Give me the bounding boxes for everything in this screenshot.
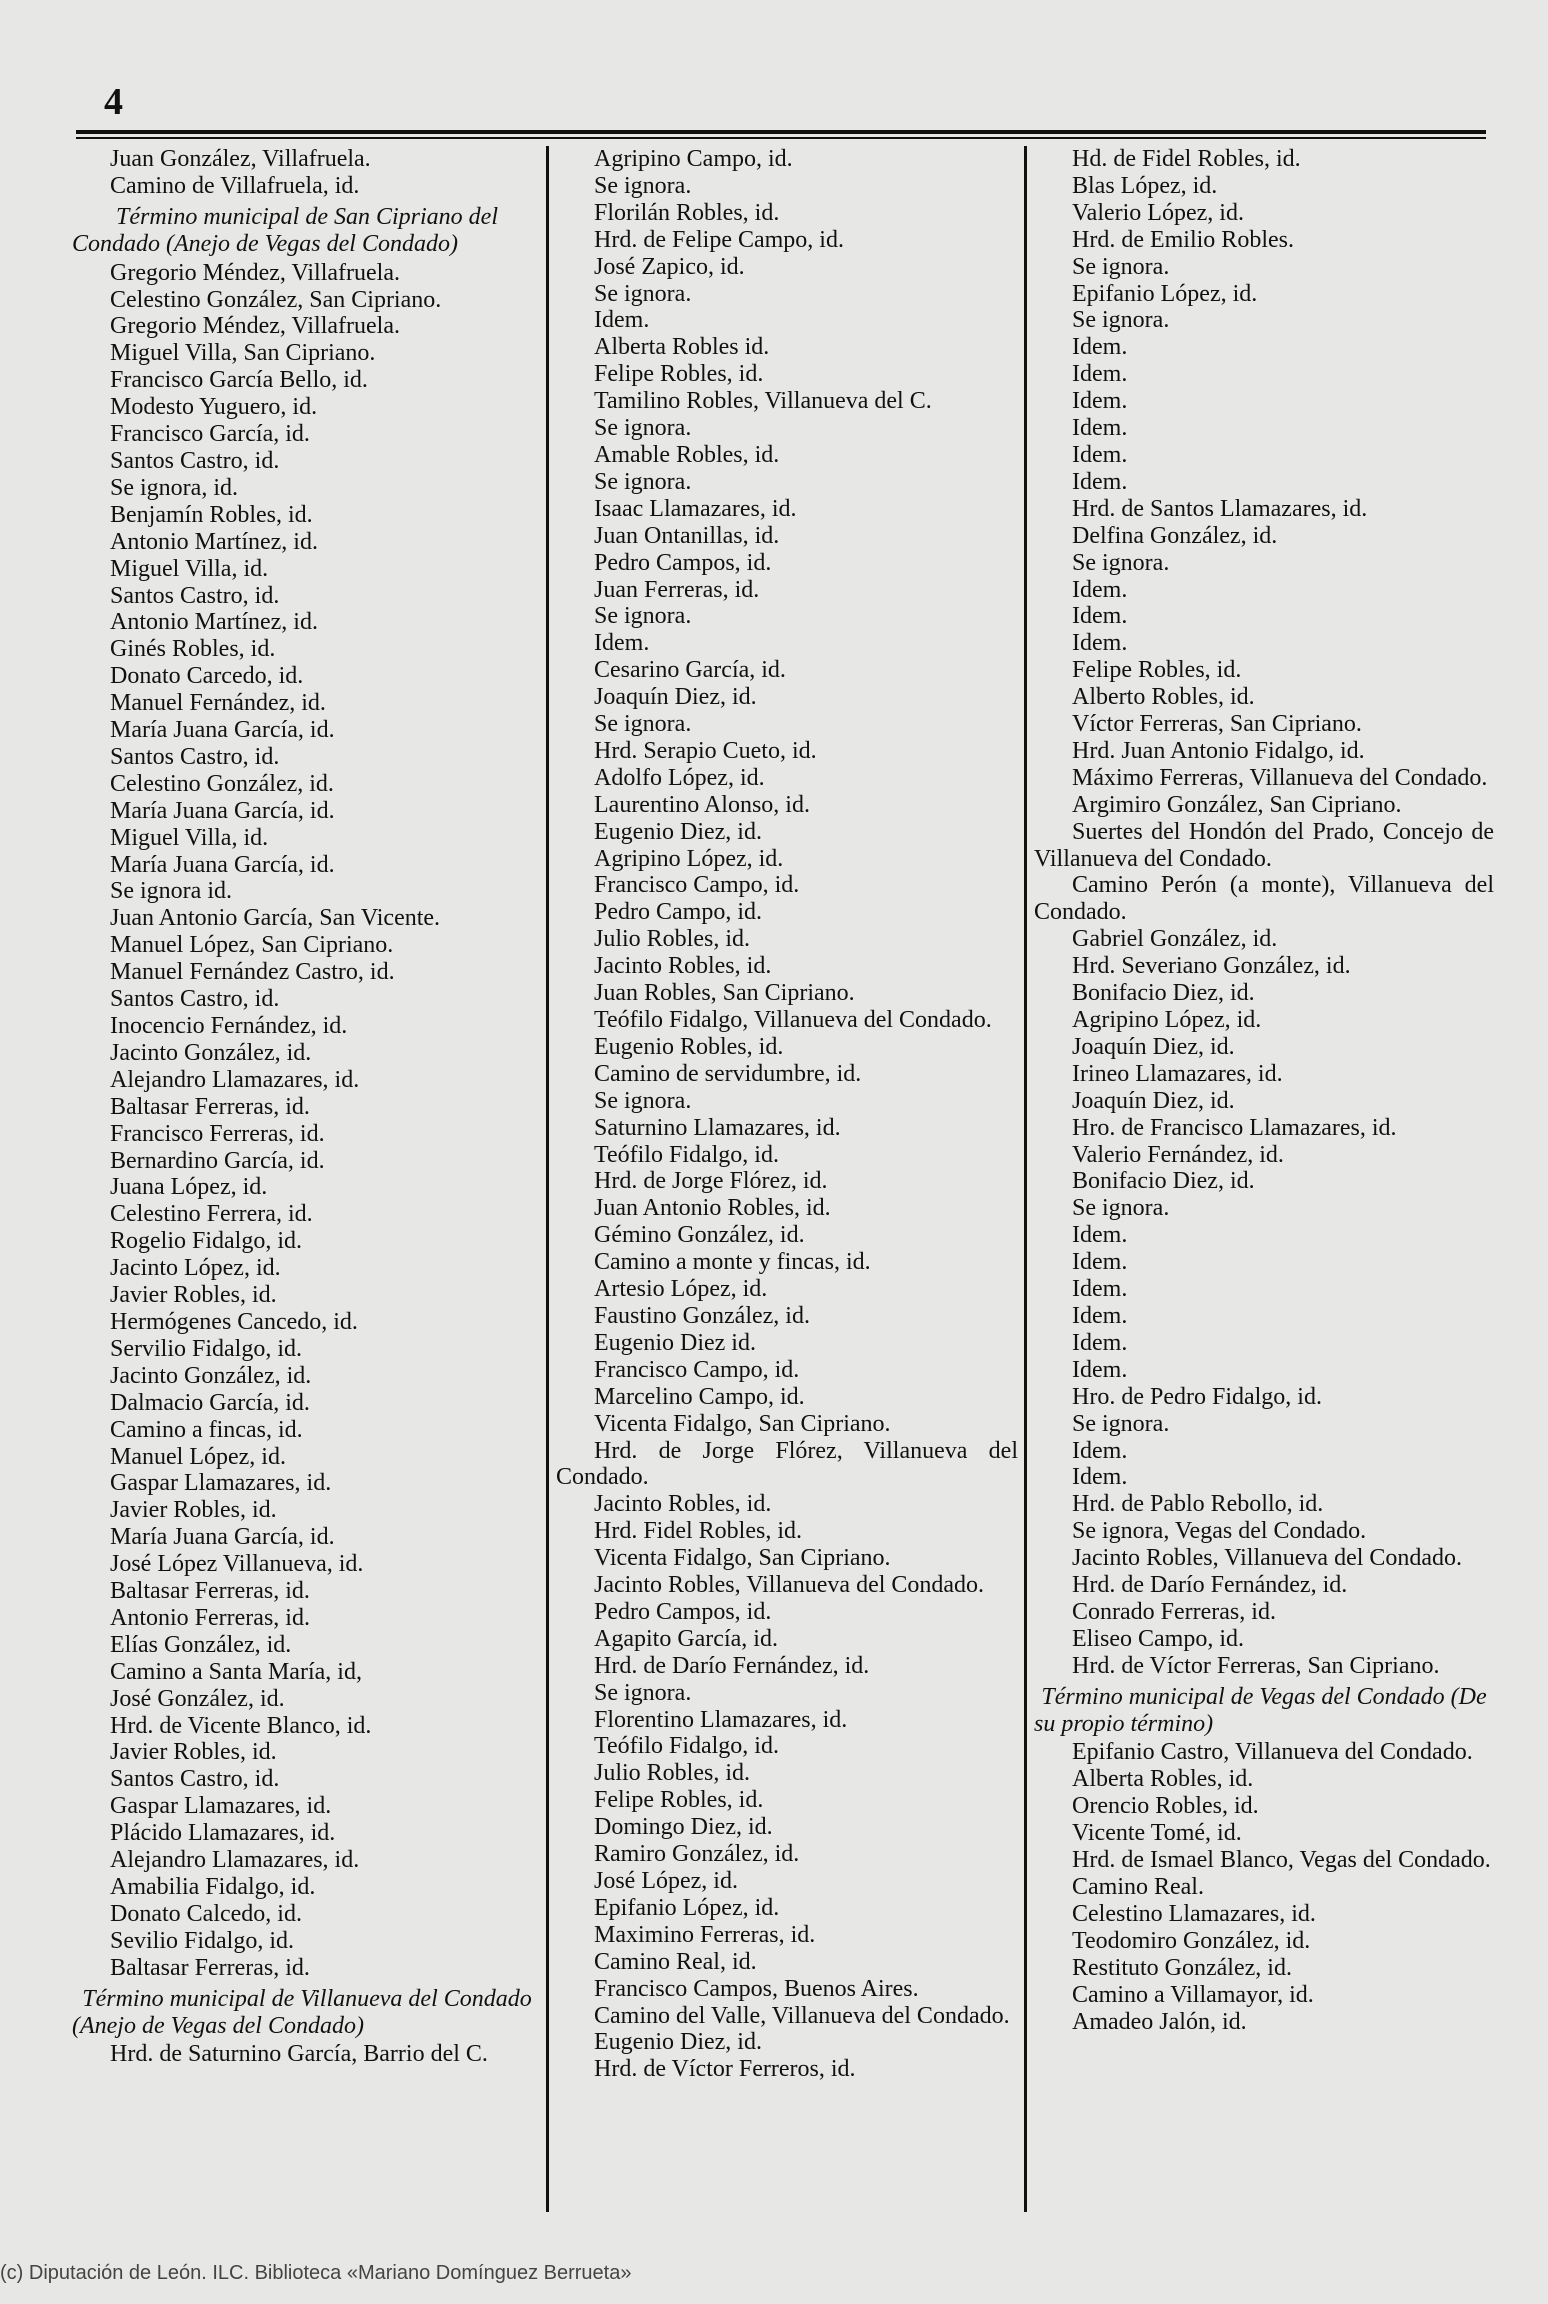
- list-entry: Cesarino García, id.: [594, 657, 786, 684]
- list-entry: Laurentino Alonso, id.: [594, 791, 810, 818]
- list-entry: Javier Robles, id.: [110, 1282, 277, 1309]
- list-entry: Hrd. de Ismael Blanco, Vegas del Condado.: [1072, 1847, 1491, 1874]
- list-entry: Dalmacio García, id.: [110, 1389, 310, 1416]
- list-entry: Sevilio Fidalgo, id.: [110, 1927, 295, 1954]
- list-entry: Valerio Fernández, id.: [1072, 1141, 1284, 1168]
- list-entry: Celestino González, San Cipriano.: [110, 286, 442, 313]
- list-entry: Hrd. de Felipe Campo, id.: [594, 226, 844, 253]
- list-entry: Se ignora, id.: [110, 474, 238, 501]
- list-entry: Modesto Yuguero, id.: [110, 394, 318, 421]
- list-entry: Se ignora.: [594, 1087, 692, 1114]
- list-entry: Amadeo Jalón, id.: [1072, 2008, 1247, 2035]
- list-entry: Amabilia Fidalgo, id.: [110, 1874, 316, 1900]
- header-rule-thick: [76, 130, 1486, 134]
- list-entry: Hrd. Severiano González, id.: [1072, 953, 1351, 980]
- list-entry: Se ignora.: [1072, 549, 1170, 576]
- list-entry: Idem.: [1072, 576, 1128, 603]
- list-entry: Bernardino García, id.: [110, 1147, 325, 1174]
- list-entry: Amable Robles, id.: [594, 441, 780, 468]
- list-entry: Felipe Robles, id.: [594, 1787, 764, 1814]
- list-entry: Santos Castro, id.: [110, 743, 280, 770]
- list-entry: Idem.: [1072, 630, 1128, 657]
- list-entry: Hrd. Juan Antonio Fidalgo, id.: [1072, 737, 1365, 764]
- column-divider-2: [1024, 146, 1027, 2212]
- list-entry: Jacinto Robles, id.: [594, 1491, 772, 1518]
- list-entry: Camino a fincas, id.: [110, 1416, 303, 1443]
- list-entry: Idem.: [1072, 1464, 1128, 1491]
- list-entry: Javier Robles, id.: [110, 1739, 277, 1766]
- list-entry: María Juana García, id.: [110, 717, 335, 744]
- column-2: [556, 146, 1018, 2083]
- list-entry: Se ignora, Vegas del Condado.: [1072, 1518, 1367, 1545]
- list-entry: Idem.: [1072, 603, 1128, 630]
- list-entry: Rogelio Fidalgo, id.: [110, 1228, 302, 1255]
- list-entry: Juan Ontanillas, id.: [594, 522, 780, 549]
- list-entry: Vicenta Fidalgo, San Cipriano.: [594, 1545, 891, 1572]
- list-entry: Camino Perón (a monte), Villanueva del Condado.: [1034, 872, 1494, 926]
- list-entry: Maximino Ferreras, id.: [594, 1921, 816, 1948]
- list-entry: Juana López, id.: [110, 1174, 268, 1201]
- list-entry: Teófilo Fidalgo, Villanueva del Condado.: [594, 1007, 992, 1033]
- list-entry: Orencio Robles, id.: [1072, 1793, 1259, 1820]
- list-entry: Agapito García, id.: [594, 1625, 778, 1652]
- list-entry: Idem.: [1072, 1222, 1128, 1249]
- list-entry: Servilio Fidalgo, id.: [110, 1335, 302, 1362]
- list-entry: Baltasar Ferreras, id.: [110, 1954, 310, 1981]
- list-entry: Hrd. de Jorge Flórez, Villanueva del Condado.: [556, 1437, 1018, 1491]
- list-entry: Florilán Robles, id.: [594, 199, 780, 226]
- list-entry: Jacinto González, id.: [110, 1039, 312, 1066]
- list-entry: Idem.: [1072, 441, 1128, 468]
- list-entry: Vicente Tomé, id.: [1072, 1820, 1242, 1847]
- list-entry: Santos Castro, id.: [110, 986, 280, 1013]
- list-entry: Se ignora.: [594, 468, 692, 495]
- list-entry: Ginés Robles, id.: [110, 636, 276, 663]
- list-entry: Idem.: [1072, 468, 1128, 495]
- list-entry: Epifanio López, id.: [1072, 280, 1258, 307]
- list-entry: Joaquín Diez, id.: [594, 684, 757, 711]
- list-entry: Se ignora.: [594, 603, 692, 630]
- list-entry: Florentino Llamazares, id.: [594, 1706, 848, 1733]
- list-entry: Hrd. de Jorge Flórez, id.: [594, 1168, 828, 1195]
- list-entry: Miguel Villa, San Cipriano.: [110, 340, 376, 367]
- list-entry: Inocencio Fernández, id.: [110, 1013, 348, 1039]
- list-entry: Eugenio Robles, id.: [594, 1033, 784, 1060]
- list-entry: Se ignora.: [1072, 1410, 1170, 1437]
- list-entry: Se ignora.: [594, 711, 692, 738]
- list-entry: Celestino González, id.: [110, 770, 334, 797]
- list-entry: Santos Castro, id.: [110, 1766, 280, 1793]
- list-entry: Hrd. de Víctor Ferreros, id.: [594, 2056, 856, 2083]
- list-entry: Valerio López, id.: [1072, 199, 1244, 226]
- list-entry: Irineo Llamazares, id.: [1072, 1060, 1283, 1087]
- list-entry: Idem.: [1072, 388, 1128, 415]
- column-divider-1: [546, 146, 549, 2212]
- list-entry: Víctor Ferreras, San Cipriano.: [1072, 711, 1362, 738]
- list-entry: Hd. de Fidel Robles, id.: [1072, 146, 1301, 172]
- list-entry: Joaquín Diez, id.: [1072, 1033, 1235, 1060]
- list-entry: Idem.: [1072, 334, 1128, 361]
- list-entry: Hrd. Fidel Robles, id.: [594, 1518, 802, 1545]
- list-entry: Artesio López, id.: [594, 1276, 768, 1303]
- list-entry: Idem.: [1072, 361, 1128, 388]
- list-entry: Celestino Ferrera, id.: [110, 1201, 313, 1228]
- list-entry: Plácido Llamazares, id.: [110, 1820, 336, 1847]
- list-entry: Marcelino Campo, id.: [594, 1383, 805, 1410]
- list-entry: Gaspar Llamazares, id.: [110, 1470, 332, 1497]
- list-entry: Francisco Campo, id.: [594, 1356, 800, 1383]
- list-entry: Hrd. de Víctor Ferreras, San Cipriano.: [1072, 1652, 1440, 1679]
- list-entry: Camino Real.: [1072, 1874, 1204, 1900]
- list-entry: Epifanio Castro, Villanueva del Condado.: [1072, 1739, 1473, 1766]
- list-entry: Jacinto González, id.: [110, 1362, 312, 1389]
- column-3: [1034, 146, 1494, 2035]
- section-heading: Término municipal de San Cipriano del Condado (Anejo de Vegas del Condado): [72, 203, 498, 257]
- list-entry: Manuel López, id.: [110, 1443, 286, 1470]
- list-entry: Delfina González, id.: [1072, 522, 1278, 549]
- list-entry: Camino de servidumbre, id.: [594, 1060, 862, 1087]
- list-entry: Eugenio Diez id.: [594, 1329, 756, 1356]
- list-entry: Santos Castro, id.: [110, 447, 280, 474]
- list-entry: Joaquín Diez, id.: [1072, 1087, 1235, 1114]
- list-entry: José López, id.: [594, 1868, 738, 1894]
- list-entry: Argimiro González, San Cipriano.: [1072, 791, 1402, 818]
- list-entry: Javier Robles, id.: [110, 1497, 277, 1524]
- list-entry: Bonifacio Diez, id.: [1072, 1168, 1255, 1195]
- list-entry: Alberto Robles, id.: [1072, 684, 1255, 711]
- list-entry: Jacinto López, id.: [110, 1255, 281, 1282]
- list-entry: Alejandro Llamazares, id.: [110, 1847, 360, 1874]
- list-entry: Faustino González, id.: [594, 1302, 810, 1329]
- list-entry: José Zapico, id.: [594, 253, 745, 280]
- list-entry: Antonio Ferreras, id.: [110, 1604, 310, 1631]
- list-entry: Teófilo Fidalgo, id.: [594, 1733, 779, 1760]
- list-entry: Isaac Llamazares, id.: [594, 495, 797, 522]
- list-entry: Pedro Campos, id.: [594, 549, 772, 576]
- list-entry: Idem.: [1072, 1356, 1128, 1383]
- list-entry: Se ignora.: [1072, 307, 1170, 334]
- list-entry: Camino de Villafruela, id.: [110, 172, 360, 199]
- list-entry: Hermógenes Cancedo, id.: [110, 1308, 358, 1335]
- list-entry: Alberta Robles id.: [594, 334, 770, 361]
- list-entry: Ramiro González, id.: [594, 1841, 800, 1868]
- list-entry: María Juana García, id.: [110, 1524, 335, 1551]
- list-entry: Idem.: [594, 307, 650, 334]
- list-entry: José González, id.: [110, 1685, 285, 1712]
- list-entry: Juan Robles, San Cipriano.: [594, 980, 855, 1007]
- list-entry: María Juana García, id.: [110, 851, 335, 878]
- column-1: [72, 146, 542, 2068]
- list-entry: Alberta Robles, id.: [1072, 1766, 1254, 1793]
- list-entry: Hrd. de Vicente Blanco, id.: [110, 1712, 372, 1739]
- list-entry: Se ignora.: [594, 280, 692, 307]
- list-entry: Miguel Villa, id.: [110, 555, 269, 582]
- list-entry: Se ignora.: [1072, 253, 1170, 280]
- list-entry: Camino Real, id.: [594, 1948, 757, 1975]
- list-entry: Eliseo Campo, id.: [1072, 1625, 1244, 1652]
- list-entry: Restituto González, id.: [1072, 1954, 1292, 1981]
- list-entry: Donato Carcedo, id.: [110, 663, 304, 690]
- list-entry: Benjamín Robles, id.: [110, 501, 313, 528]
- list-entry: Agripino López, id.: [1072, 1007, 1262, 1033]
- list-entry: Idem.: [594, 630, 650, 657]
- section-heading: Término municipal de Vegas del Condado (De su propio término): [1034, 1683, 1487, 1737]
- list-entry: Manuel López, San Cipriano.: [110, 932, 394, 959]
- footer-credit: (c) Diputación de León. ILC. Biblioteca «Mariano Domínguez Berrueta»: [0, 2262, 632, 2284]
- list-entry: Pedro Campos, id.: [594, 1598, 772, 1625]
- list-entry: Julio Robles, id.: [594, 1760, 751, 1787]
- list-entry: Francisco García Bello, id.: [110, 367, 368, 394]
- list-entry: Máximo Ferreras, Villanueva del Condado.: [1072, 764, 1488, 791]
- list-entry: Jacinto Robles, id.: [594, 953, 772, 980]
- list-entry: Baltasar Ferreras, id.: [110, 1578, 310, 1605]
- list-entry: Teófilo Fidalgo, id.: [594, 1141, 779, 1168]
- list-entry: Vicenta Fidalgo, San Cipriano.: [594, 1410, 891, 1437]
- list-entry: Se ignora.: [1072, 1195, 1170, 1222]
- list-entry: Hrd. de Darío Fernández, id.: [1072, 1572, 1348, 1599]
- section-heading: Término municipal de Villanueva del Condado (Anejo de Vegas del Condado): [72, 1985, 532, 2039]
- list-entry: Idem.: [1072, 1249, 1128, 1276]
- list-entry: Eugenio Diez, id.: [594, 2029, 762, 2056]
- list-entry: Camino a Villamayor, id.: [1072, 1981, 1314, 2008]
- list-entry: Hrd. Serapio Cueto, id.: [594, 737, 817, 764]
- list-entry: Gémino González, id.: [594, 1222, 805, 1249]
- list-entry: Pedro Campo, id.: [594, 899, 762, 926]
- list-entry: Gabriel González, id.: [1072, 926, 1278, 953]
- list-entry: Jacinto Robles, Villanueva del Condado.: [594, 1572, 985, 1599]
- list-entry: Felipe Robles, id.: [594, 361, 764, 388]
- list-entry: Manuel Fernández, id.: [110, 690, 326, 717]
- list-entry: Francisco Campo, id.: [594, 872, 800, 899]
- list-entry: Teodomiro González, id.: [1072, 1927, 1311, 1954]
- list-entry: Hro. de Francisco Llamazares, id.: [1072, 1114, 1397, 1141]
- list-entry: Julio Robles, id.: [594, 926, 751, 953]
- list-entry: Agripino López, id.: [594, 845, 784, 872]
- list-entry: Bonifacio Diez, id.: [1072, 980, 1255, 1007]
- list-entry: Se ignora.: [594, 172, 692, 199]
- list-entry: Tamilino Robles, Villanueva del C.: [594, 388, 932, 415]
- list-entry: Jacinto Robles, Villanueva del Condado.: [1072, 1545, 1463, 1572]
- list-entry: Agripino Campo, id.: [594, 146, 793, 172]
- list-entry: Domingo Diez, id.: [594, 1814, 773, 1841]
- list-entry: Se ignora.: [594, 1679, 692, 1706]
- list-entry: Eugenio Diez, id.: [594, 818, 762, 845]
- list-entry: Santos Castro, id.: [110, 582, 280, 609]
- list-entry: Suertes del Hondón del Prado, Concejo de Villanueva del Condado.: [1034, 818, 1494, 872]
- list-entry: Hrd. de Pablo Rebollo, id.: [1072, 1491, 1324, 1518]
- list-entry: José López Villanueva, id.: [110, 1551, 364, 1578]
- list-entry: Juan Antonio García, San Vicente.: [110, 905, 441, 932]
- list-entry: Hrd. de Darío Fernández, id.: [594, 1652, 870, 1679]
- list-entry: Gregorio Méndez, Villafruela.: [110, 259, 401, 286]
- list-entry: Camino del Valle, Villanueva del Condado.: [594, 2002, 1010, 2029]
- list-entry: Miguel Villa, id.: [110, 824, 269, 851]
- list-entry: Hrd. de Santos Llamazares, id.: [1072, 495, 1368, 522]
- list-entry: Antonio Martínez, id.: [110, 528, 318, 555]
- list-entry: Alejandro Llamazares, id.: [110, 1066, 360, 1093]
- list-entry: Baltasar Ferreras, id.: [110, 1093, 310, 1120]
- list-entry: Idem.: [1072, 1276, 1128, 1303]
- list-entry: Antonio Martínez, id.: [110, 609, 318, 636]
- list-entry: Elías González, id.: [110, 1631, 292, 1658]
- list-entry: María Juana García, id.: [110, 797, 335, 824]
- list-entry: Idem.: [1072, 1437, 1128, 1464]
- list-entry: Saturnino Llamazares, id.: [594, 1114, 841, 1141]
- list-entry: Se ignora id.: [110, 878, 232, 905]
- list-entry: Gregorio Méndez, Villafruela.: [110, 313, 401, 340]
- list-entry: Blas López, id.: [1072, 172, 1218, 199]
- list-entry: Juan Antonio Robles, id.: [594, 1195, 831, 1222]
- list-entry: Juan González, Villafruela.: [110, 146, 371, 172]
- list-entry: Hrd. de Emilio Robles.: [1072, 226, 1294, 253]
- list-entry: Gaspar Llamazares, id.: [110, 1793, 332, 1820]
- list-entry: Donato Calcedo, id.: [110, 1900, 302, 1927]
- list-entry: Se ignora.: [594, 415, 692, 442]
- list-entry: Francisco García, id.: [110, 421, 310, 448]
- list-entry: Camino a Santa María, id,: [110, 1658, 362, 1685]
- list-entry: Conrado Ferreras, id.: [1072, 1598, 1276, 1625]
- list-entry: Adolfo López, id.: [594, 764, 765, 791]
- list-entry: Camino a monte y fincas, id.: [594, 1249, 871, 1276]
- list-entry: Francisco Ferreras, id.: [110, 1120, 325, 1147]
- list-entry: Juan Ferreras, id.: [594, 576, 760, 603]
- list-entry: Hro. de Pedro Fidalgo, id.: [1072, 1383, 1322, 1410]
- header-rule-thin: [76, 137, 1486, 139]
- list-entry: Felipe Robles, id.: [1072, 657, 1242, 684]
- list-entry: Celestino Llamazares, id.: [1072, 1900, 1316, 1927]
- list-entry: Idem.: [1072, 1302, 1128, 1329]
- page-number: 4: [104, 81, 123, 123]
- list-entry: Manuel Fernández Castro, id.: [110, 959, 395, 986]
- list-entry: Epifanio López, id.: [594, 1894, 780, 1921]
- list-entry: Hrd. de Saturnino García, Barrio del C.: [110, 2041, 488, 2068]
- list-entry: Francisco Campos, Buenos Aires.: [594, 1975, 919, 2002]
- list-entry: Idem.: [1072, 415, 1128, 442]
- list-entry: Idem.: [1072, 1329, 1128, 1356]
